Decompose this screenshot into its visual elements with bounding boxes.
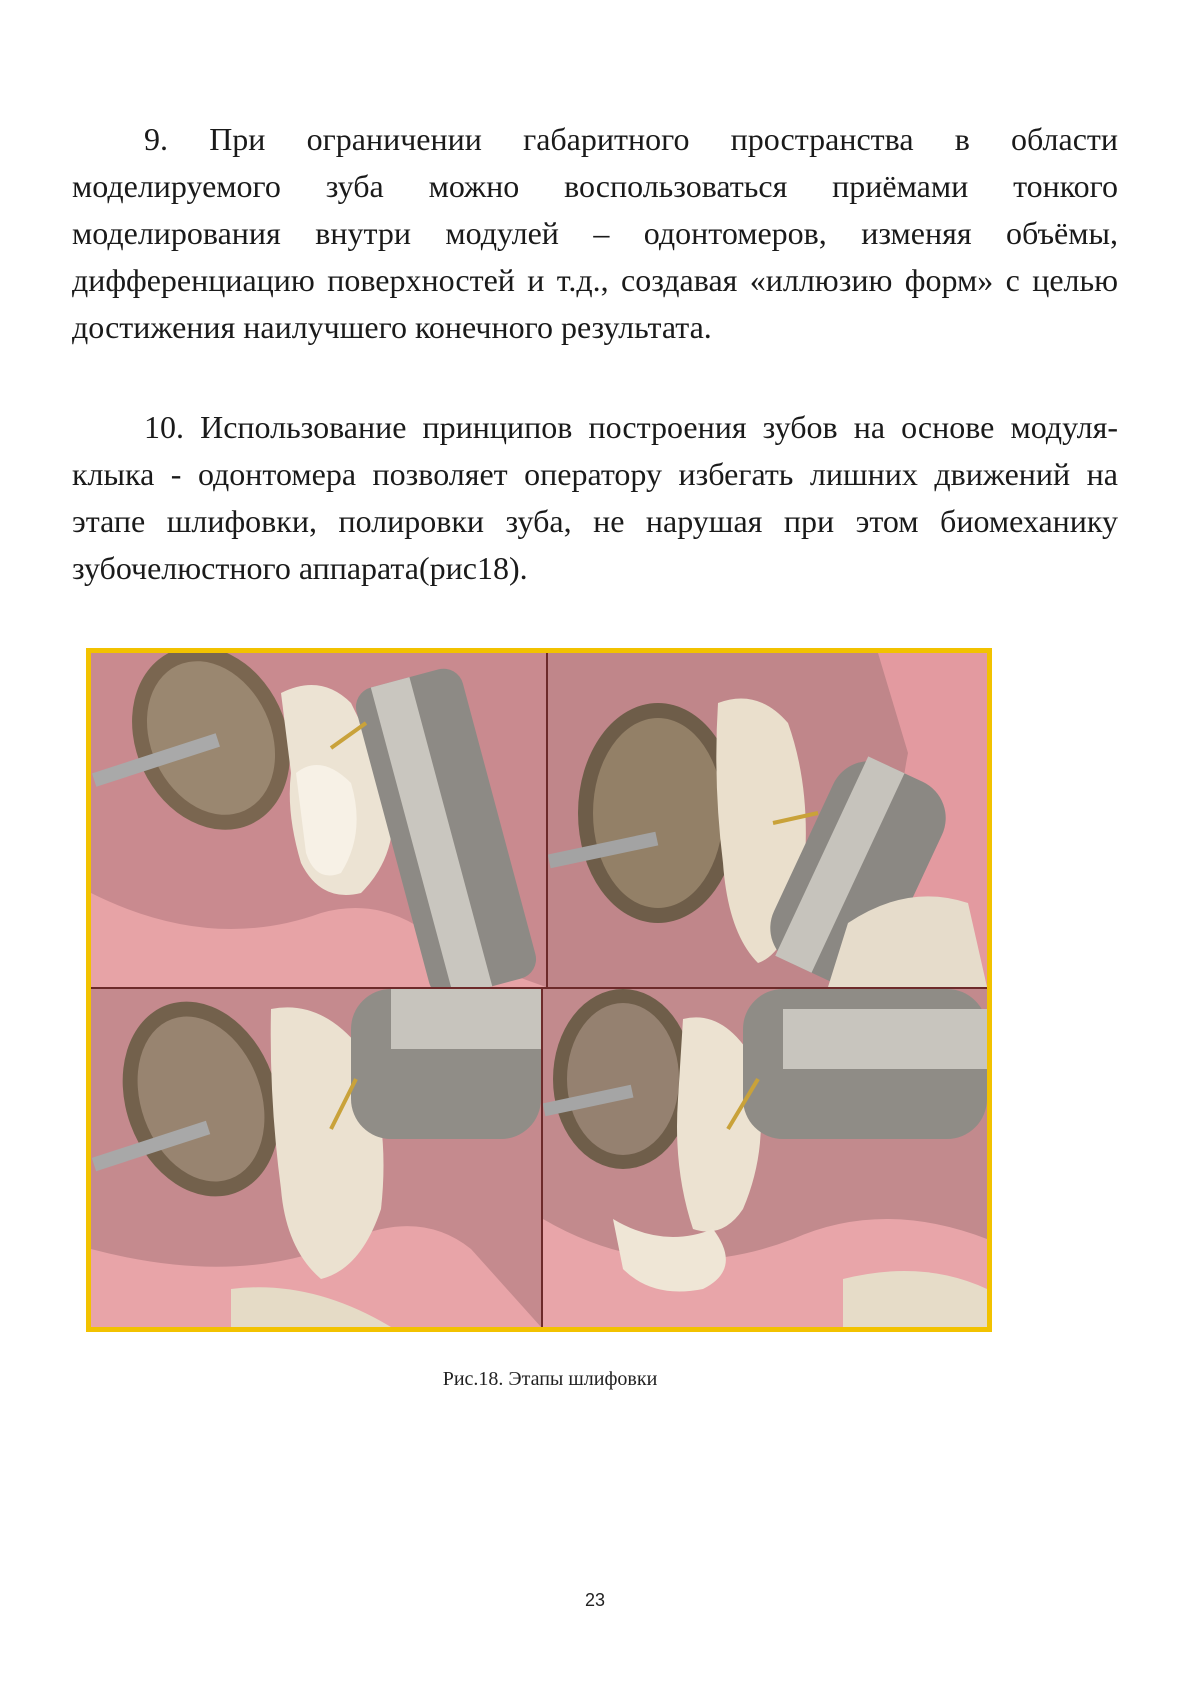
page-number: 23 (584, 1590, 606, 1610)
paragraph-9: 9. При ограничении габаритного пространства в области моделируемого зуба можно воспользоваться приёмами тонкого моделирования внутри модулей – одонтомеров, изменяя объёмы, дифференциацию поверхностей и т.д., создавая «иллюзию форм» с целью достижения наилучшего конечного результата. (72, 121, 1118, 345)
dental-photo-stage-3 (91, 989, 541, 1327)
figure-18-frame (86, 648, 992, 1332)
dental-photo-stage-4 (543, 989, 987, 1327)
dental-photo-stage-2 (548, 653, 987, 987)
figure-caption: Рис.18. Этапы шлифовки (442, 1368, 658, 1390)
dental-photo-stage-1 (91, 653, 546, 987)
paragraph-10: 10. Использование принципов построения зубов на основе модуля- клыка - одонтомера позволяет оператору избегать лишних движений на этапе шлифовки, полировки зуба, не нарушая при этом биомеханику зубочелюстного аппарата(рис18). (72, 409, 1118, 586)
figure-18-photo-grid (91, 653, 987, 1327)
